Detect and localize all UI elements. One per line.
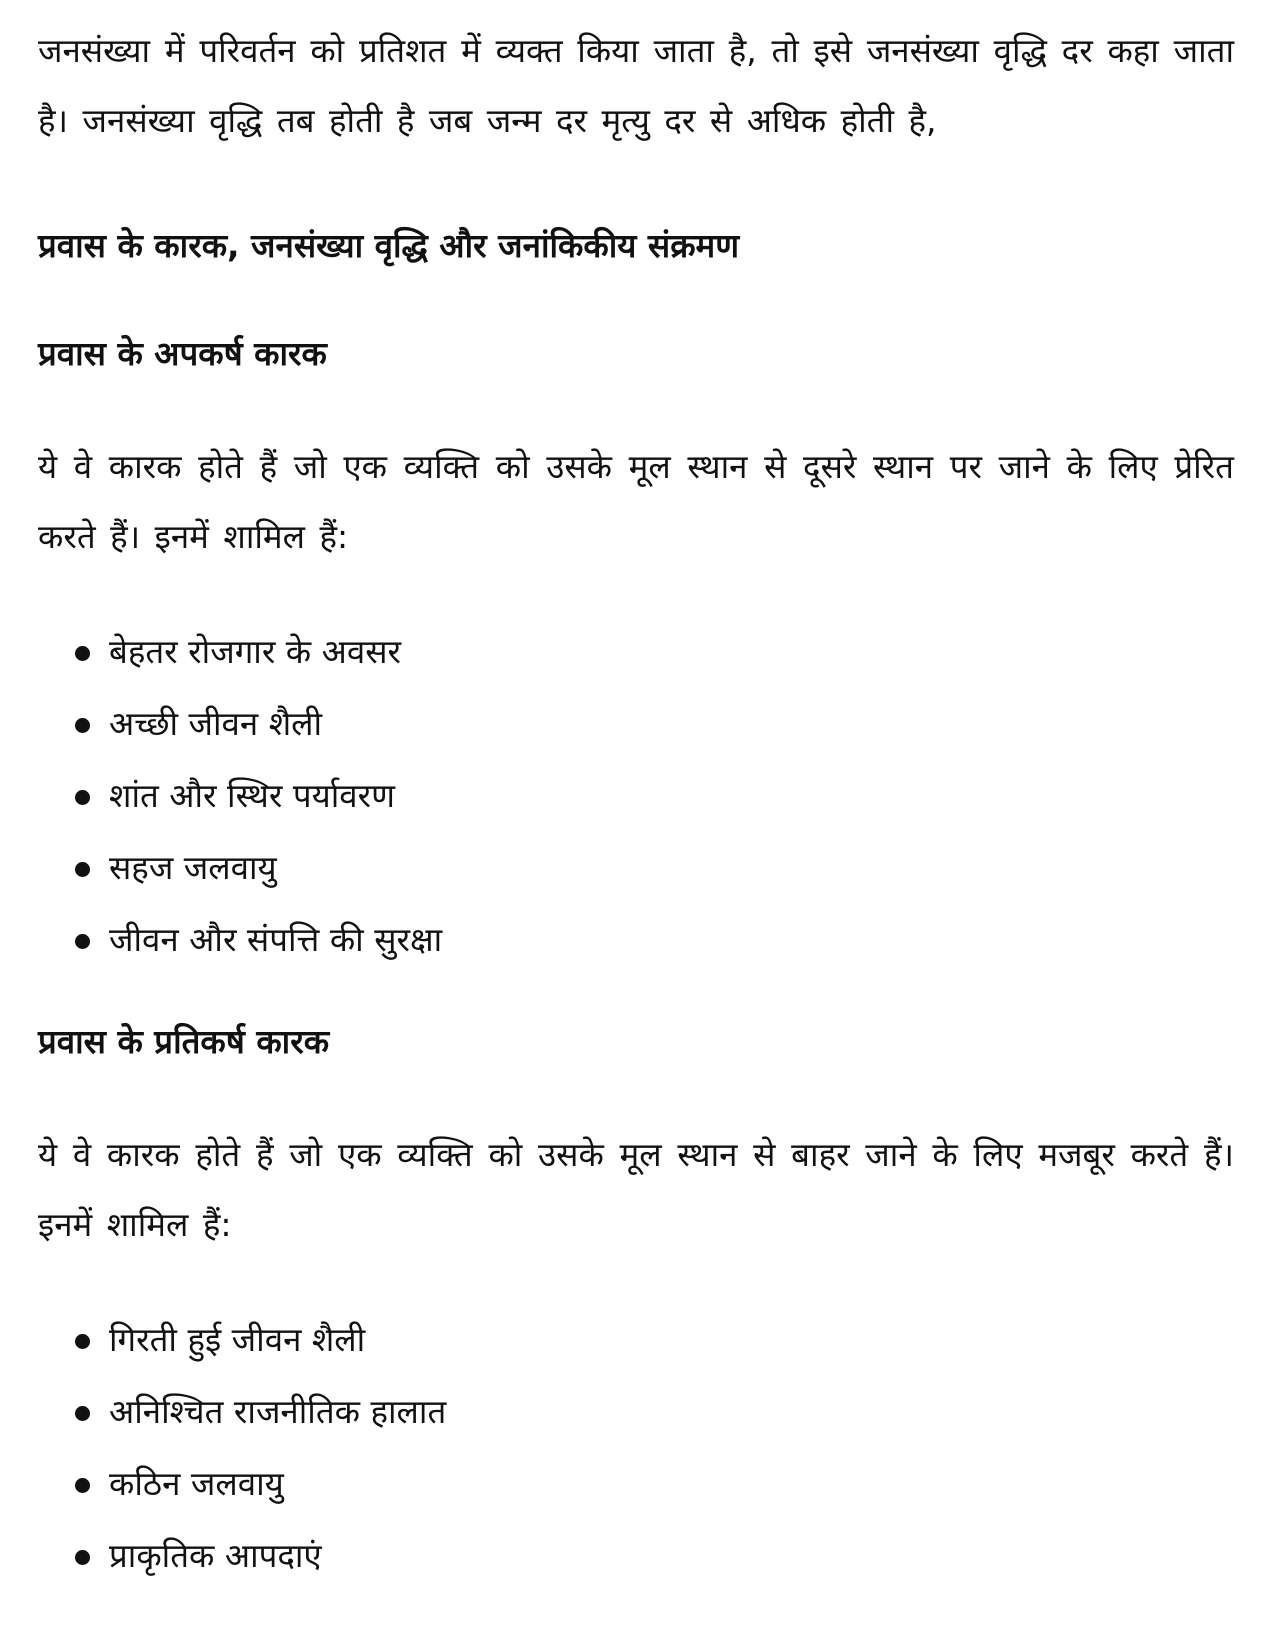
list-item-text: अच्छी जीवन शैली	[109, 704, 323, 743]
list-item	[75, 904, 1234, 976]
pull-factors-heading: प्रवास के अपकर्ष कारक	[38, 334, 327, 373]
document-page	[38, 16, 1234, 1592]
list-item-text: बेहतर रोजगार के अवसर	[109, 632, 402, 671]
list-item	[75, 1448, 1234, 1520]
list-item	[75, 760, 1234, 832]
main-heading: प्रवास के कारक, जनसंख्या वृद्धि और जनांकिकीय संक्रमण	[38, 226, 740, 265]
list-item-text: कठिन जलवायु	[109, 1464, 284, 1503]
bullet-icon	[75, 934, 90, 949]
list-item-text: अनिश्चित राजनीतिक हालात	[109, 1392, 447, 1431]
bullet-icon	[75, 1550, 90, 1565]
list-item-text: प्राकृतिक आपदाएं	[109, 1536, 322, 1575]
list-item	[75, 832, 1234, 904]
list-item	[75, 1376, 1234, 1448]
list-item-text: जीवन और संपत्ति की सुरक्षा	[109, 920, 443, 959]
list-item	[75, 688, 1234, 760]
intro-paragraph: जनसंख्या में परिवर्तन को प्रतिशत में व्यक्त किया जाता है, तो इसे जनसंख्या वृद्धि दर कहा जाता है। जनसंख्या वृद्धि तब होती है जब जन्म दर मृत्यु दर से अधिक होती है,	[38, 31, 1234, 140]
pull-factors-list	[38, 616, 1234, 976]
push-factors-heading: प्रवास के प्रतिकर्ष कारक	[38, 1022, 330, 1061]
list-item	[75, 1520, 1234, 1592]
pull-factors-description: ये वे कारक होते हैं जो एक व्यक्ति को उसके मूल स्थान से दूसरे स्थान पर जाने के लिए प्रेरित करते हैं। इनमें शामिल हैं:	[38, 447, 1234, 556]
bullet-icon	[75, 718, 90, 733]
bullet-icon	[75, 1478, 90, 1493]
list-item-text: शांत और स्थिर पर्यावरण	[109, 776, 395, 815]
list-item-text: गिरती हुई जीवन शैली	[109, 1320, 366, 1359]
push-factors-list	[38, 1304, 1234, 1592]
bullet-icon	[75, 862, 90, 877]
bullet-icon	[75, 790, 90, 805]
push-factors-description: ये वे कारक होते हैं जो एक व्यक्ति को उसके मूल स्थान से बाहर जाने के लिए मजबूर करते हैं। इनमें शामिल हैं:	[38, 1135, 1234, 1244]
list-item	[75, 616, 1234, 688]
list-item	[75, 1304, 1234, 1376]
bullet-icon	[75, 646, 90, 661]
list-item-text: सहज जलवायु	[109, 848, 277, 887]
bullet-icon	[75, 1406, 90, 1421]
bullet-icon	[75, 1334, 90, 1349]
